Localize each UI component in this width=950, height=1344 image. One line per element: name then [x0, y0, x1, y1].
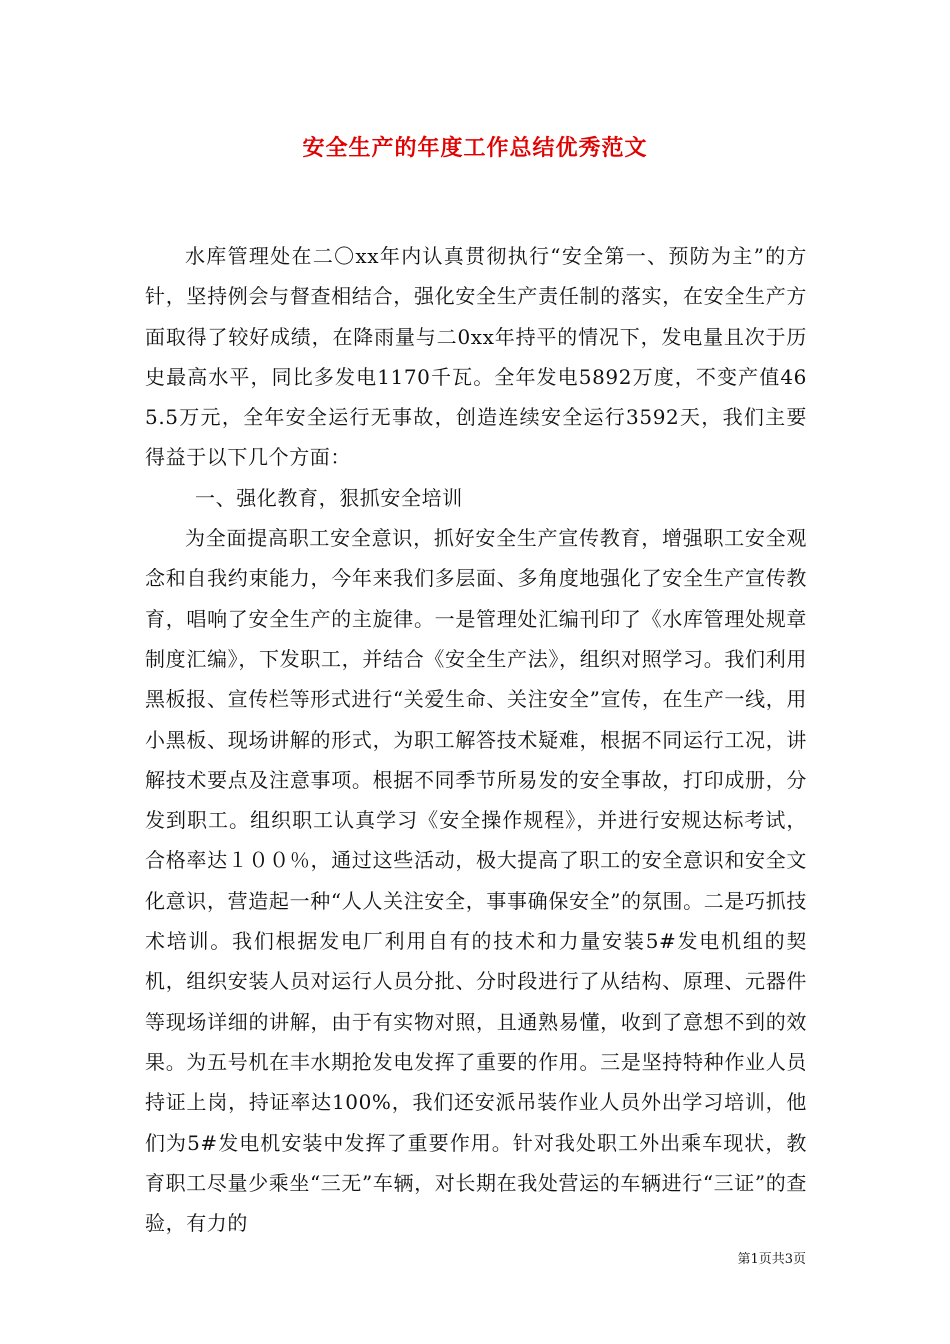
intro-paragraph: 水库管理处在二〇xx年内认真贯彻执行“安全第一、预防为主”的方针，坚持例会与督查相结合，强化安全生产责任制的落实，在安全生产方面取得了较好成绩，在降雨量与二0xx年持平的情况下，发电量且次于历史最高水平，同比多发电1170千瓦。全年发电5892万度，不变产值465.5万元，全年安全运行无事故，创造连续安全运行3592天，我们主要得益于以下几个方面：: [145, 244, 807, 470]
body-paragraph: 为全面提高职工安全意识，抓好安全生产宣传教育，增强职工安全观念和自我约束能力，今年来我们多层面、多角度地强化了安全生产宣传教育，唱响了安全生产的主旋律。一是管理处汇编刊印了《水库管理处规章制度汇编》，下发职工，并结合《安全生产法》，组织对照学习。我们利用黑板报、宣传栏等形式进行“关爱生命、关注安全”宣传，在生产一线，用小黑板、现场讲解的形式，为职工解答技术疑难，根据不同运行工况，讲解技术要点及注意事项。根据不同季节所易发的安全事故，打印成册，分发到职工。组织职工认真学习《安全操作规程》，并进行安规达标考试，合格率达１００％，通过这些活动，极大提高了职工的安全意识和安全文化意识，营造起一种“人人关注安全，事事确保安全”的氛围。二是巧抓技术培训。我们根据发电厂利用自有的技术和力量安装5#发电机组的契机，组织安装人员对运行人员分批、分时段进行了从结构、原理、元器件等现场详细的讲解，由于有实物对照，且通熟易懂，收到了意想不到的效果。为五号机在丰水期抢发电发挥了重要的作用。三是坚持特种作业人员持证上岗，持证率达100%，我们还安派吊装作业人员外出学习培训，他们为5#发电机安装中发挥了重要作用。针对我处职工外出乘车现状，教育职工尽量少乘坐“三无”车辆，对长期在我处营运的车辆进行“三证”的查验，有力的: [145, 526, 807, 1236]
document-body: [145, 236, 807, 1243]
page-number: 第1页共3页: [737, 1252, 806, 1267]
document-title: 安全生产的年度工作总结优秀范文: [302, 135, 648, 161]
section-heading: 一、强化教育，狠抓安全培训: [195, 485, 463, 510]
